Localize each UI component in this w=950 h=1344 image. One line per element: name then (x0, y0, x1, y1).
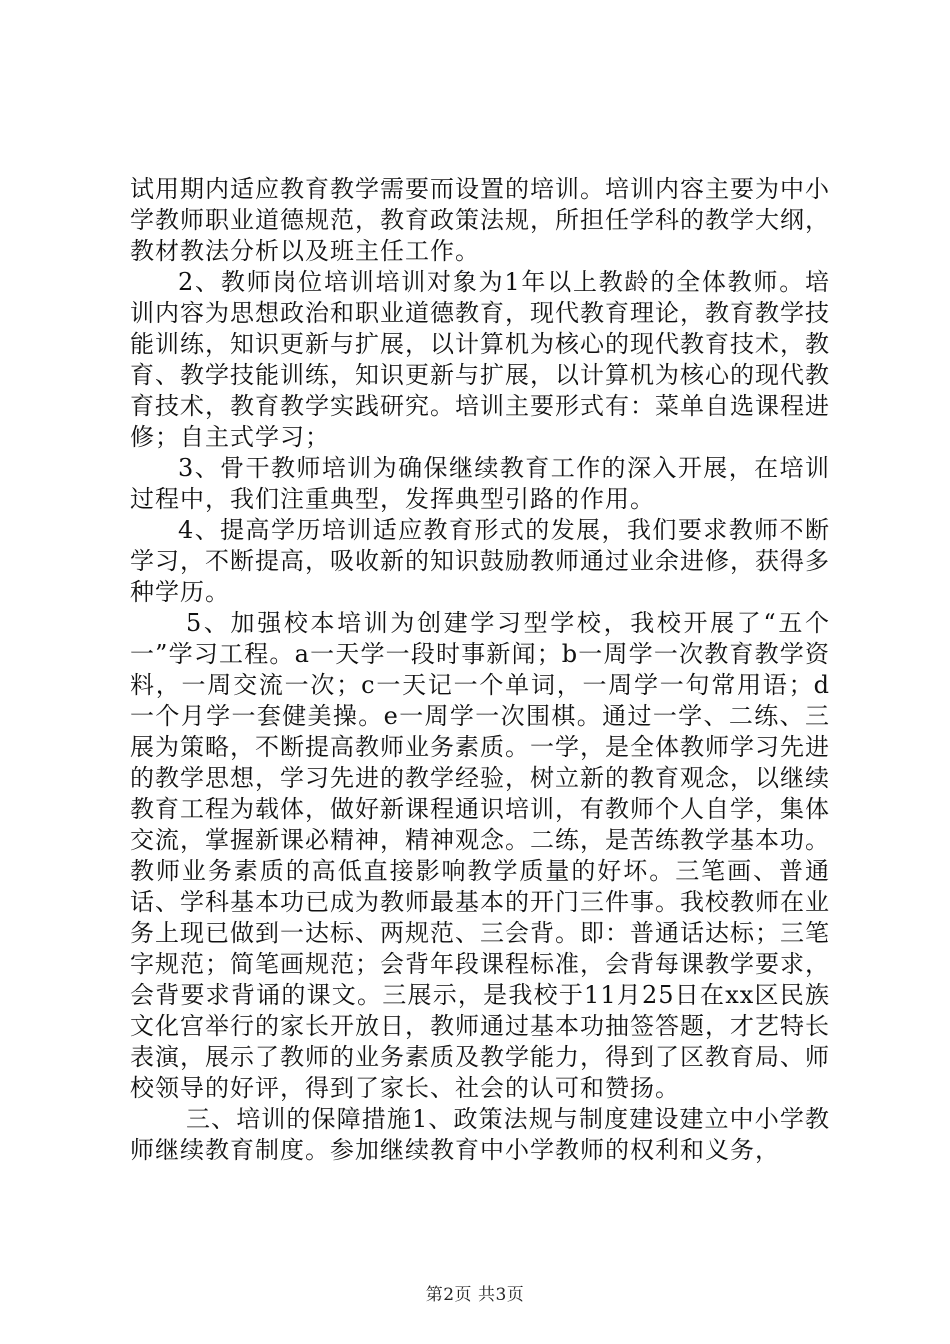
paragraph-3: 3、骨干教师培训为确保继续教育工作的深入开展，在培训过程中，我们注重典型，发挥典型引路的作用。 (130, 454, 830, 513)
paragraph-5: 5、加强校本培训为创建学习型学校，我校开展了“五个一”学习工程。a一天学一段时事新闻；b一周学一次教育教学资料，一周交流一次；c一天记一个单词，一周学一句常用语；d一个月学一套健美操。e一周学一次围棋。通过一学、二练、三展为策略，不断提高教师业务素质。一学，是全体教师学习先进的教学思想，学习先进的教学经验，树立新的教育观念，以继续教育工程为载体，做好新课程通识培训，有教师个人自学，集体交流，掌握新课必精神，精神观念。二练，是苦练教学基本功。教师业务素质的高低直接影响教学质量的好坏。三笔画、普通话、学科基本功已成为教师最基本的开门三件事。我校教师在业务上现已做到一达标、两规范、三会背。即：普通话达标；三笔字规范；简笔画规范；会背年段课程标准，会背每课教学要求，会背要求背诵的课文。三展示，是我校于11月25日在xx区民族文化宫举行的家长开放日，教师通过基本功抽签答题，才艺特长表演，展示了教师的业务素质及教学能力，得到了区教育局、师校领导的好评，得到了家长、社会的认可和赞扬。 (130, 609, 830, 1102)
paragraph-2: 2、教师岗位培训培训对象为1年以上教龄的全体教师。培训内容为思想政治和职业道德教育，现代教育理论，教育教学技能训练，知识更新与扩展，以计算机为核心的现代教育技术，教育、教学技能训练，知识更新与扩展，以计算机为核心的现代教育技术，教育教学实践研究。培训主要形式有：菜单自选课程进修；自主式学习； (130, 268, 830, 451)
page-footer: 第2页 共3页 (425, 1285, 525, 1305)
paragraph-6: 三、培训的保障措施1、政策法规与制度建设建立中小学教师继续教育制度。参加继续教育中小学教师的权利和义务， (130, 1105, 830, 1164)
paragraph-1: 试用期内适应教育教学需要而设置的培训。培训内容主要为中小学教师职业道德规范，教育政策法规，所担任学科的教学大纲，教材教法分析以及班主任工作。 (130, 175, 830, 265)
document-body (130, 174, 830, 1166)
paragraph-4: 4、提高学历培训适应教育形式的发展，我们要求教师不断学习，不断提高，吸收新的知识鼓励教师通过业余进修，获得多种学历。 (130, 516, 830, 606)
